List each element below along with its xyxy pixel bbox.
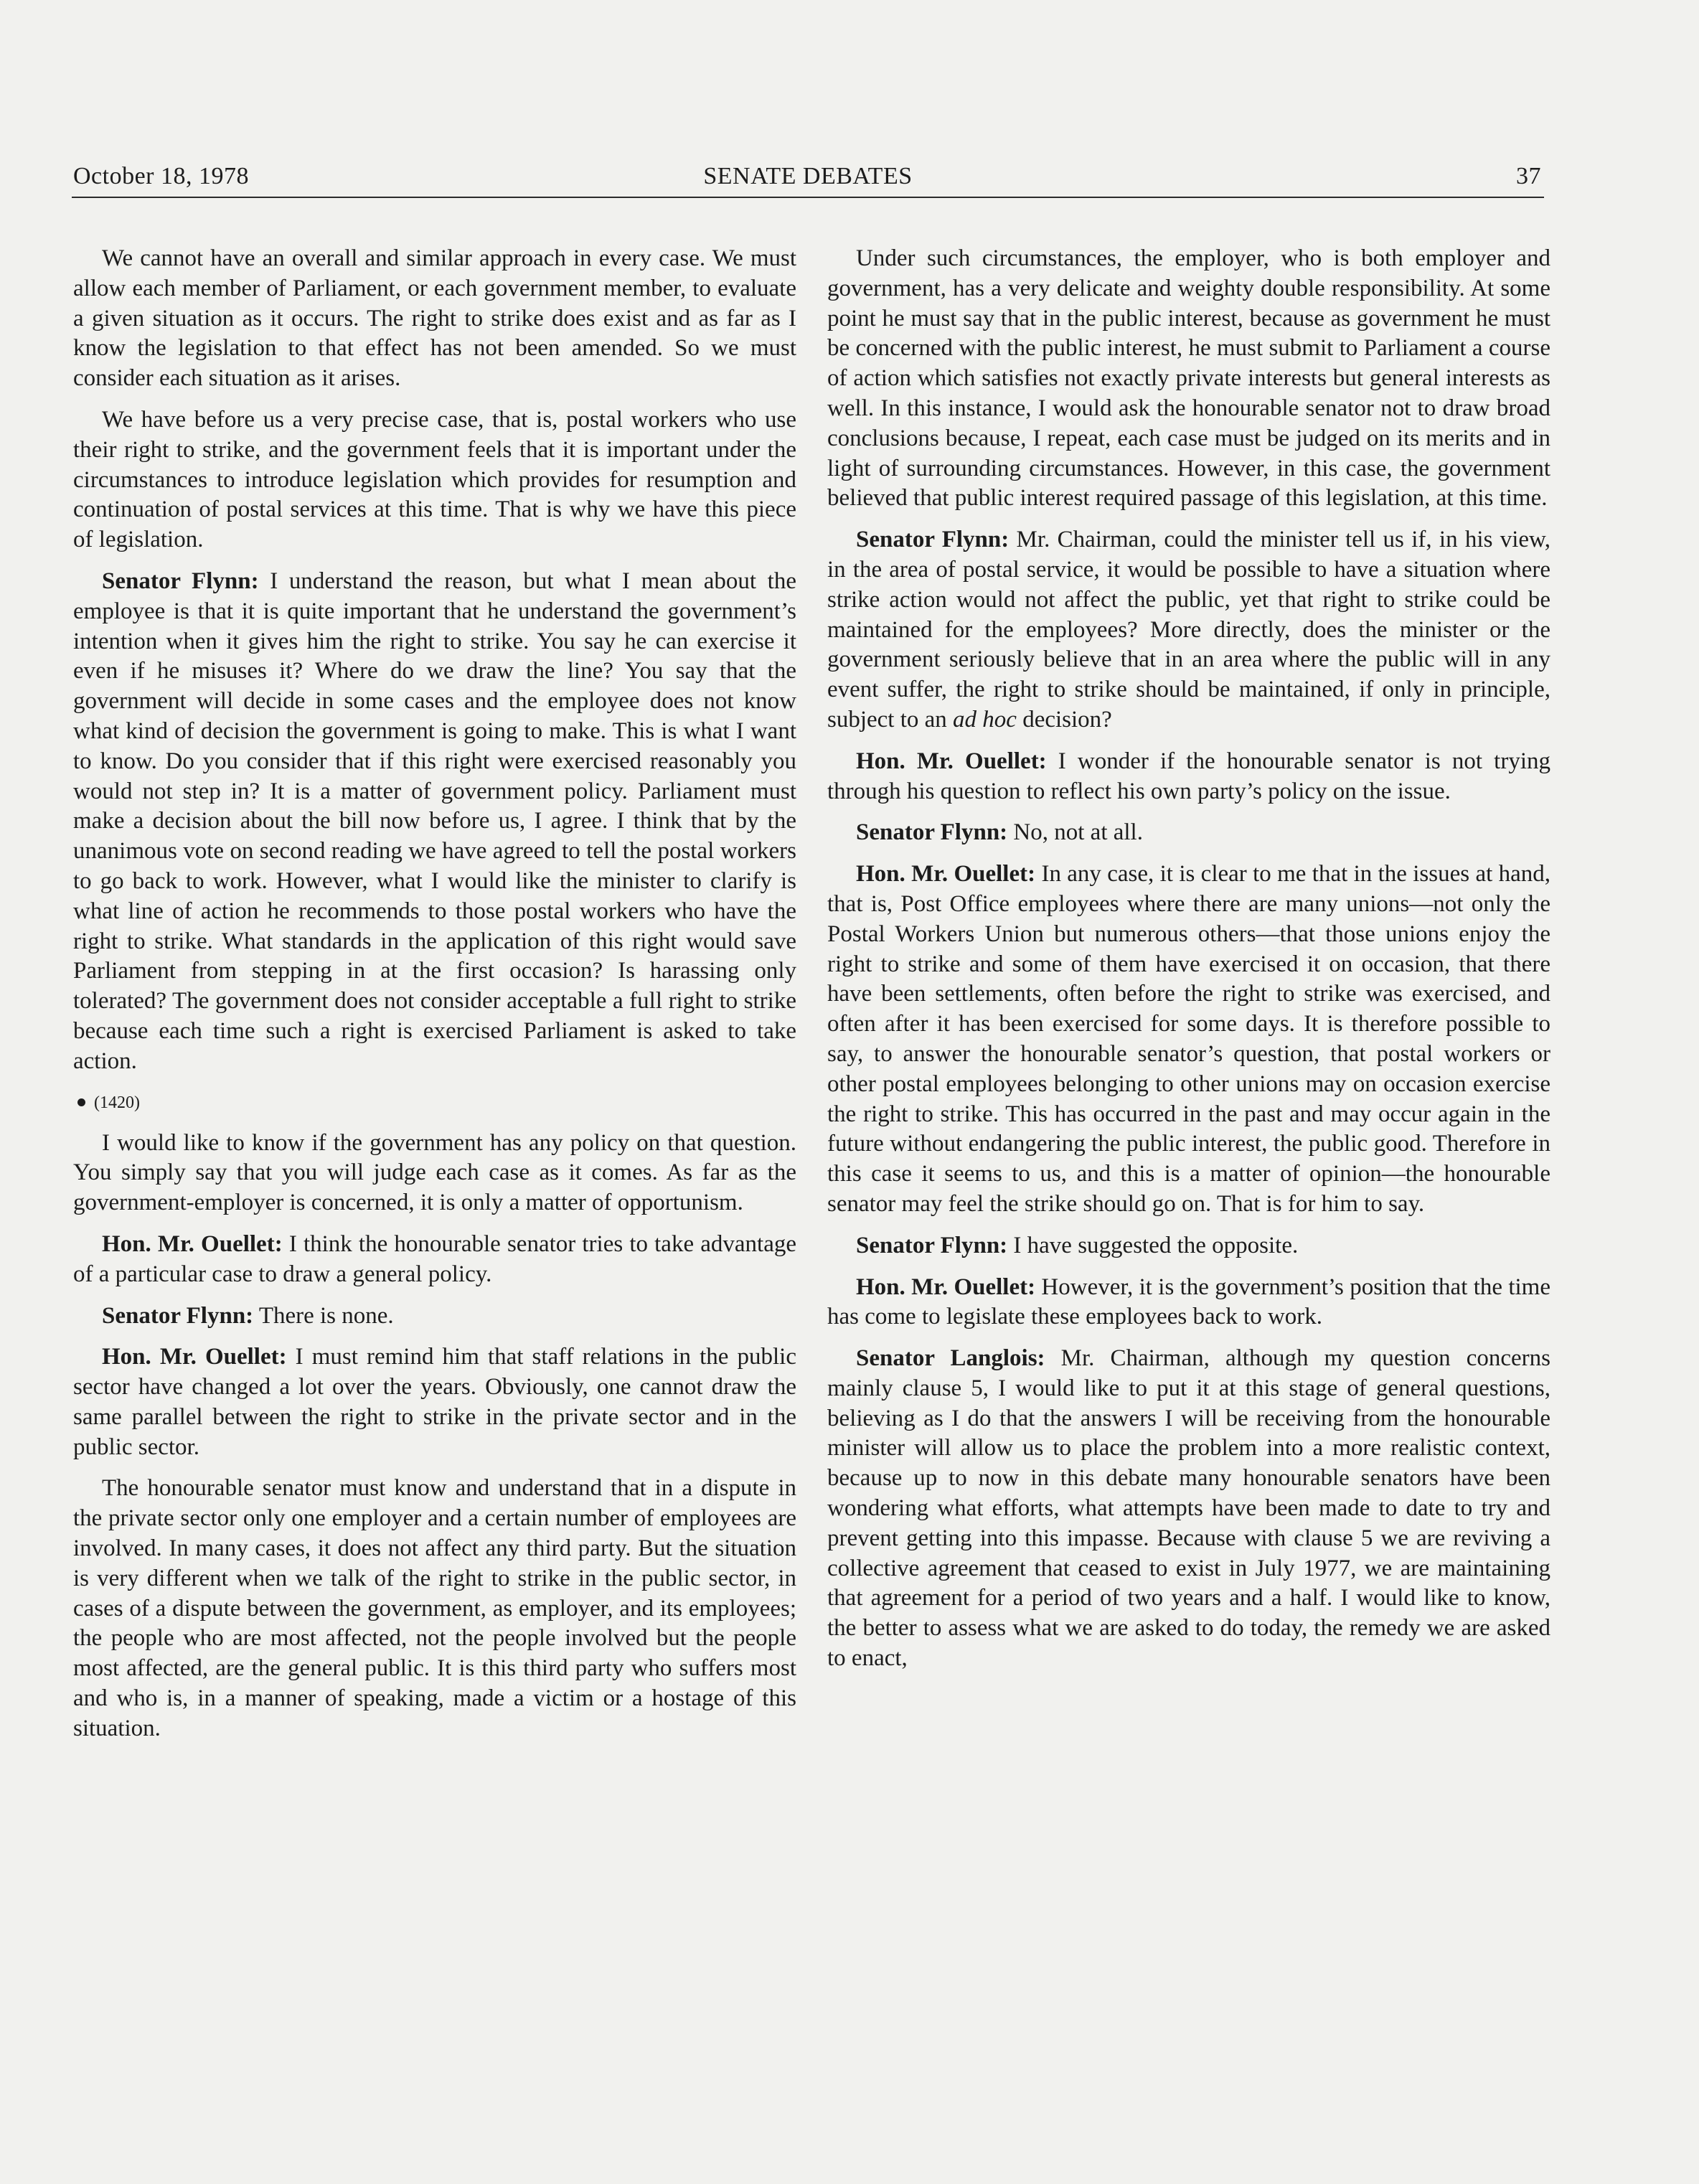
speech-text: I have suggested the opposite. <box>1007 1232 1299 1258</box>
speech-text: I must remind him that staff relations in the public sector have changed a lot over the years. Obviously, one cannot draw the same parallel between the right to strike in the private sector and in the public sector. <box>73 1344 797 1460</box>
speech-text: Mr. Chairman, although my question concerns mainly clause 5, I would like to put it at this stage of general questions, believing as I do that the answers I will be receiving from the honourable minister will allow us to place the problem into a more realistic context, because up to now in this debate many honourable senators have been wondering what efforts, what attempts have been made to date to try and prevent getting into this impasse. Because with clause 5 we are reviving a collective agreement that ceased to exist in July 1977, we are maintaining that agreement for a period of two years and a half. I would like to know, the better to assess what we are asked to do today, the remedy we are asked to enact, <box>827 1345 1550 1672</box>
speaker-name: Senator Flynn: <box>856 819 1008 846</box>
time-marker <box>73 1088 796 1117</box>
speech-paragraph <box>73 1230 796 1290</box>
speech-text: No, not at all. <box>1007 819 1143 846</box>
speech-text: However, it is the government’s position that the time has come to legislate these employees back to work. <box>827 1274 1550 1330</box>
left-column <box>73 244 796 1756</box>
right-column <box>827 244 1550 1685</box>
speech-text: I wonder if the honourable senator is not trying through his question to reflect his own party’s policy on the issue. <box>827 748 1550 804</box>
speaker-name: Senator Flynn: <box>856 1232 1008 1258</box>
speaker-name: Senator Flynn: <box>102 568 259 594</box>
page-header <box>72 159 1544 198</box>
paragraph: The honourable senator must know and understand that in a dispute in the private sector only one employer and a certain number of employees are involved. In many cases, it does not affect any third party. But the situation is very different when we talk of the right to strike in the public sector, in cases of a dispute between the government, as employer, and its employees; the people who are most affected, not the people involved but the people most affected, are the general public. It is this third party who suffers most and who is, in a manner of speaking, made a victim or a hostage of this situation. <box>73 1475 796 1741</box>
speech-paragraph <box>73 1342 796 1462</box>
speaker-name: Hon. Mr. Ouellet: <box>856 1274 1036 1300</box>
paragraph: I would like to know if the government has any policy on that question. You simply say that you will judge each case as it comes. As far as the government-employer is concerned, it is only a matter of opportunism. <box>73 1129 796 1216</box>
speaker-name: Senator Flynn: <box>856 527 1009 553</box>
speech-paragraph <box>827 1231 1550 1261</box>
time-marker-label: (1420) <box>94 1093 140 1112</box>
speech-paragraph <box>827 1273 1550 1333</box>
paragraph: We have before us a very precise case, that is, postal workers who use their right to strike, and the government feels that it is important under the circumstances to introduce legislation which provides for resumption and continuation of postal services at this time. That is why we have this piece of legislation. <box>73 406 796 553</box>
header-page-number: 37 <box>1516 163 1541 189</box>
header-title: SENATE DEBATES <box>703 163 913 189</box>
italic-term: ad hoc <box>953 706 1017 733</box>
speaker-name: Hon. Mr. Ouellet: <box>102 1344 287 1370</box>
speaker-name: Hon. Mr. Ouellet: <box>102 1230 283 1257</box>
speech-paragraph <box>827 1344 1550 1674</box>
speech-text: decision? <box>1016 706 1112 733</box>
speech-paragraph <box>827 860 1550 1220</box>
header-date: October 18, 1978 <box>73 163 250 189</box>
speech-text: Mr. Chairman, could the minister tell us if, in his view, in the area of postal service, it would be possible to have a situation where strike action would not affect the public, yet that right to strike could be maintained for the employees? More directly, does the minister or the government seriously believe that in an area where the public will in any event suffer, the right to strike should be maintained, if only in principle, subject to an <box>827 527 1550 733</box>
speech-paragraph <box>73 567 796 1077</box>
speaker-name: Hon. Mr. Ouellet: <box>856 748 1047 774</box>
paragraph: We cannot have an overall and similar approach in every case. We must allow each member of Parliament, or each government member, to evaluate a given situation as it occurs. The right to strike does exist and as far as I know the legislation to that effect has not been amended. So we must consider each situation as it arises. <box>73 245 796 392</box>
speech-paragraph <box>827 747 1550 807</box>
speaker-name: Hon. Mr. Ouellet: <box>856 861 1036 888</box>
speech-text: I understand the reason, but what I mean about the employee is that it is quite important that he understand the government’s intention when it gives him the right to strike. You say he can exercise it even if he misuses it? Where do we draw the line? You say that the government will decide in some cases and the employee does not know what kind of decision the government is going to make. This is what I want to know. Do you consider that if this right were exercised reasonably you would not step in? It is a matter of government policy. Parliament must make a decision about the bill now before us, I agree. I think that by the unanimous vote on second reading we have agreed to tell the postal workers to go back to work. However, what I would like the minister to clarify is what line of action he recommends to those postal workers who have the right to strike. What standards in the application of this right would save Parliament from stepping in at the first occasion? Is harassing only tolerated? The government does not consider acceptable a full right to strike because each time such a right is exercised Parliament is asked to take action. <box>73 568 796 1074</box>
speech-paragraph <box>827 525 1550 735</box>
speaker-name: Senator Flynn: <box>102 1302 254 1329</box>
speech-text: There is none. <box>253 1302 394 1329</box>
speech-paragraph <box>827 818 1550 848</box>
speaker-name: Senator Langlois: <box>856 1345 1045 1372</box>
speech-paragraph <box>73 1302 796 1332</box>
speech-text: In any case, it is clear to me that in the issues at hand, that is, Post Office employees where there are many unions—not only the Postal Workers Union but numerous others—that those unions enjoy the right to strike and some of them have exercised it on occasion, that there have been settlements, often before the right to strike was exercised, and often after it has been exercised for some days. It is therefore possible to say, to answer the honourable senator’s question, that postal workers or other postal employees belonging to other unions may on occasion exercise the right to strike. This has occurred in the past and may occur again in the future without endangering the public interest, the public good. Therefore in this case it seems to us, and this is a matter of opinion—the honourable senator may feel the strike should go on. That is for him to say. <box>827 861 1551 1217</box>
bullet-icon <box>77 1098 85 1106</box>
speech-text: I think the honourable senator tries to take advantage of a particular case to draw a general policy. <box>73 1230 796 1287</box>
paragraph: Under such circumstances, the employer, who is both employer and government, has a very delicate and weighty double responsibility. At some point he must say that in the public interest, because as government he must be concerned with the public interest, he must submit to Parliament a course of action which satisfies not exactly private interests but general interests as well. In this instance, I would ask the honourable senator not to draw broad conclusions because, I repeat, each case must be judged on its merits and in light of surrounding circumstances. However, in this case, the government believed that public interest required passage of this legislation, at this time. <box>827 245 1550 512</box>
